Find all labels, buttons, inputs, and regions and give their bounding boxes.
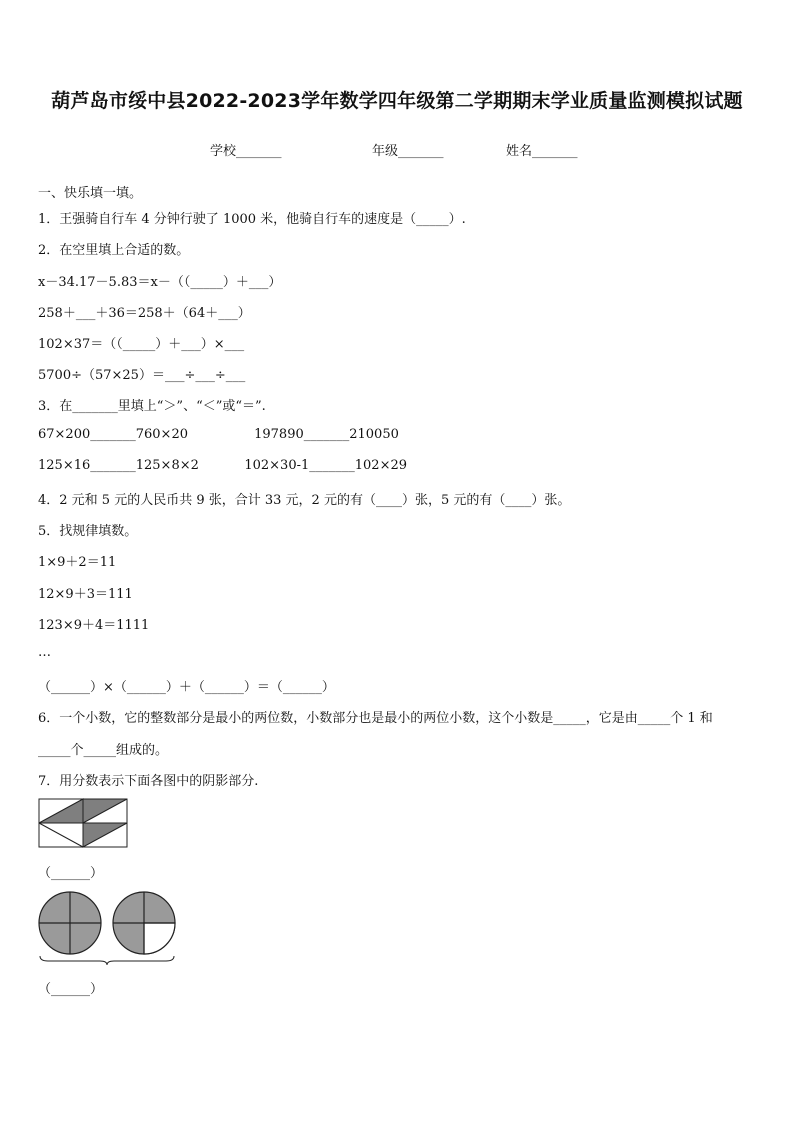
name-field[interactable]: 姓名_______	[506, 144, 578, 159]
rectangle-triangles-figure	[38, 798, 130, 850]
question-5: 5．找规律填数。	[38, 524, 138, 539]
question-6: 6．一个小数，它的整数部分是最小的两位数，小数部分也是最小的两位小数，这个小数是_____，它是由_____个 1 和	[38, 711, 713, 726]
question-4: 4．2 元和 5 元的人民币共 9 张，合计 33 元，2 元的有（____）张，5 元的有（____）张。	[38, 493, 571, 508]
question-3: 3．在_______里填上“＞”、“＜”或“＝”.	[38, 399, 266, 414]
figure-2-answer: （______）	[38, 982, 104, 997]
q6-line-2: _____个_____组成的。	[38, 743, 169, 758]
question-7: 7．用分数表示下面各图中的阴影部分.	[38, 774, 259, 789]
question-1: 1．王强骑自行车 4 分钟行驶了 1000 米，他骑自行车的速度是（_____）.	[38, 212, 466, 227]
q5-ellipsis: …	[38, 645, 51, 660]
page-title: 葫芦岛市绥中县2022-2023学年数学四年级第二学期期末学业质量监测模拟试题	[51, 90, 743, 112]
circles-quarters-figure	[38, 890, 178, 966]
figure-1-answer: （______）	[38, 866, 104, 881]
q2-line-3: 102×37＝（（_____）＋___）×___	[38, 337, 245, 352]
q2-line-2: 258＋___＋36＝258＋（64＋___）	[38, 306, 251, 321]
q3-line-2: 125×16_______125×8×2 102×30-1_______102×29	[38, 458, 408, 473]
q2-line-4: 5700÷（57×25）＝___÷___÷___	[38, 368, 246, 383]
q5-line-2: 12×9＋3＝111	[38, 587, 133, 602]
q3-line-1: 67×200_______760×20 197890_______210050	[38, 427, 399, 442]
school-field[interactable]: 学校_______	[210, 144, 282, 159]
q5-line-3: 123×9＋4＝1111	[38, 618, 150, 633]
section-1-heading: 一、快乐填一填。	[38, 186, 143, 201]
q2-line-1: x－34.17－5.83＝x－（（_____）＋___）	[38, 275, 282, 290]
question-2: 2．在空里填上合适的数。	[38, 243, 190, 258]
q5-line-1: 1×9＋2＝11	[38, 555, 117, 570]
q5-answer-line: （______）×（______）＋（______）＝（______）	[38, 680, 335, 695]
grade-field[interactable]: 年级_______	[372, 144, 444, 159]
